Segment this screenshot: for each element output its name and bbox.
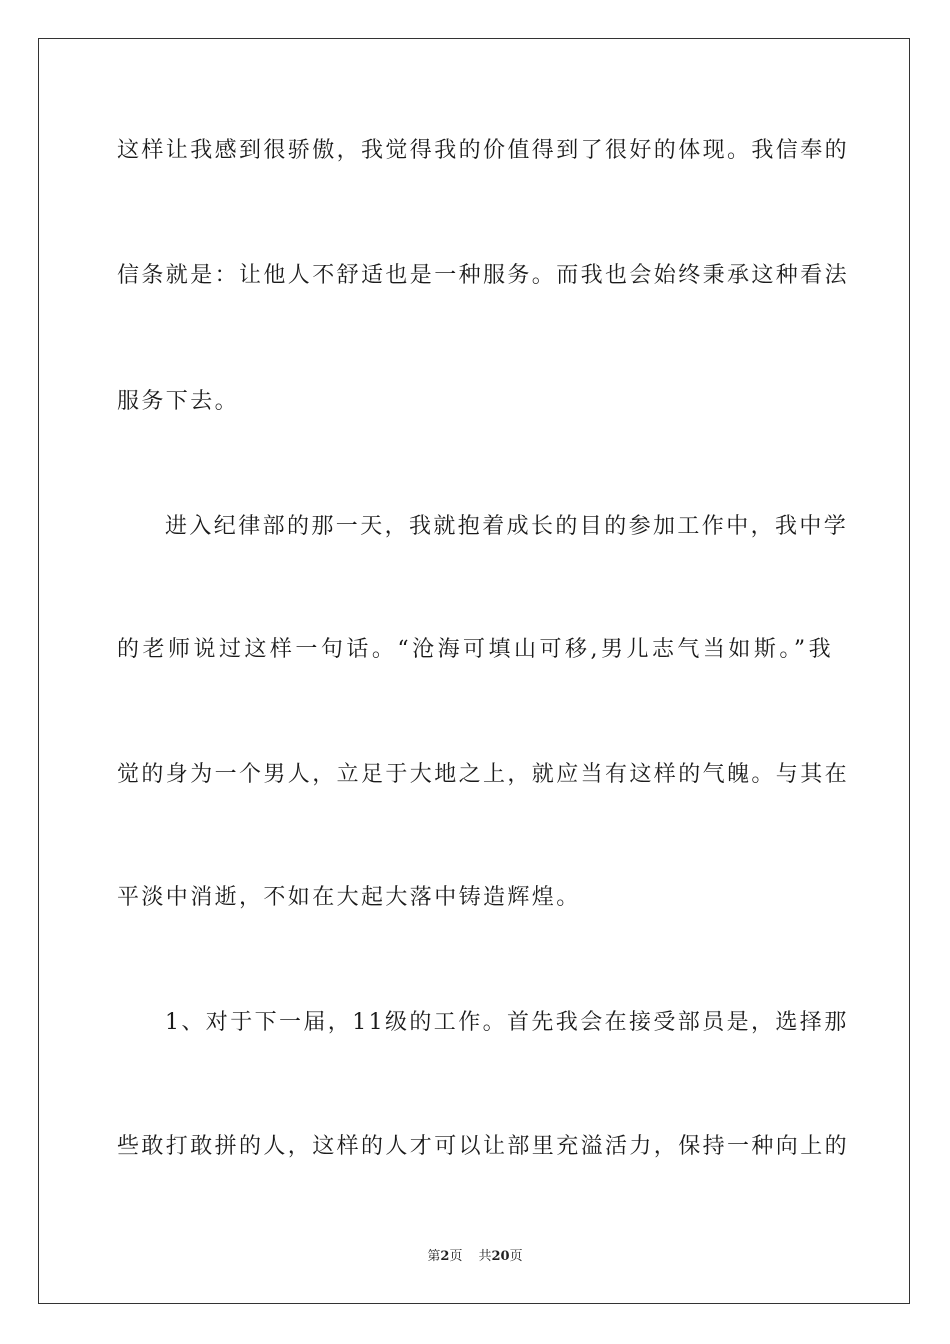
total-prefix: 共	[478, 1249, 492, 1264]
page-footer	[0, 1248, 950, 1266]
body-line-2: 信条就是：让他人不舒适也是一种服务。而我也会始终秉承这种看法	[117, 263, 850, 288]
page-prefix: 第	[427, 1249, 441, 1264]
body-line-1: 这样让我感到很骄傲，我觉得我的价值得到了很好的体现。我信奉的	[117, 138, 850, 163]
body-line-3: 服务下去。	[117, 389, 240, 414]
body-line-7: 平淡中消逝，不如在大起大落中铸造辉煌。	[117, 885, 581, 910]
body-line-6: 觉的身为一个男人，立足于大地之上，就应当有这样的气魄。与其在	[117, 762, 850, 787]
body-line-8: 1、对于下一届，11级的工作。首先我会在接受部员是，选择那	[165, 1010, 849, 1035]
page-suffix: 页	[449, 1249, 463, 1264]
total-pages: 20	[491, 1249, 510, 1264]
body-line-9: 些敢打敢拼的人，这样的人才可以让部里充溢活力，保持一种向上的	[117, 1134, 850, 1159]
total-suffix: 页	[509, 1249, 523, 1264]
page-border	[38, 38, 910, 1304]
body-line-5: 的老师说过这样一句话。“沧海可填山可移,男儿志气当如斯。”我	[117, 637, 833, 662]
page-number: 2	[440, 1249, 450, 1264]
body-line-4: 进入纪律部的那一天，我就抱着成长的目的参加工作中，我中学	[165, 514, 849, 539]
